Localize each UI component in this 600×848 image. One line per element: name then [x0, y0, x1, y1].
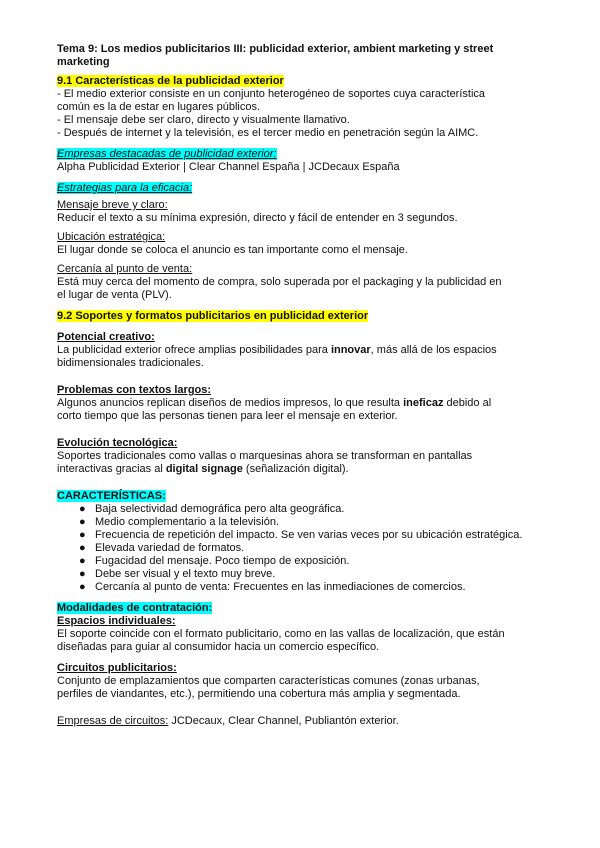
- s91-line-4: - Después de internet y la televisión, es el tercer medio en penetración según la AIMC.: [57, 127, 479, 139]
- document-title: Tema 9: Los medios publicitarios III: publicidad exterior, ambient marketing y street marketing: [57, 43, 494, 68]
- potencial-line-2: bidimensionales tradicionales.: [57, 357, 204, 369]
- list-item: ● Cercanía al punto de venta: Frecuentes en las inmediaciones de comercios.: [79, 581, 466, 593]
- evolucion-line-2: [57, 463, 542, 476]
- problemas-label: Problemas con textos largos:: [57, 384, 212, 396]
- potencial-text-b: , más allá de los espacios: [370, 344, 497, 356]
- strategy-2-label: Ubicación estratégica:: [57, 231, 166, 243]
- circuitos-line-2: perfiles de viandantes, etc.), permitiendo una cobertura más amplia y segmentada.: [57, 688, 461, 700]
- empresas-circuitos: [57, 715, 542, 728]
- companies-list: Alpha Publicidad Exterior | Clear Channel España | JCDecaux España: [57, 161, 400, 173]
- strategy-1-text: Reducir el texto a su mínima expresión, directo y fácil de entender en 3 segundos.: [57, 212, 458, 224]
- list-item: ● Medio complementario a la televisión.: [79, 516, 280, 528]
- potencial-bold: innovar: [330, 344, 371, 356]
- caracteristicas-heading: CARACTERÍSTICAS:: [57, 490, 166, 502]
- modalidades-heading: Modalidades de contratación:: [57, 602, 213, 614]
- problemas-bold: ineficaz: [403, 397, 444, 409]
- list-item: ● Elevada variedad de formatos.: [79, 542, 245, 554]
- s91-line-2: común es la de estar en lugares públicos.: [57, 101, 261, 113]
- evolucion-bold: digital signage: [165, 463, 243, 475]
- problemas-text-b: debido al: [443, 397, 492, 409]
- evolucion-text-b: interactivas gracias al: [57, 463, 166, 475]
- empresas-circuitos-label: Empresas de circuitos:: [57, 715, 169, 727]
- circuitos-label: Circuitos publicitarios:: [57, 662, 177, 674]
- s91-line-3: - El mensaje debe ser claro, directo y visualmente llamativo.: [57, 114, 350, 126]
- strategy-3-text-2: el lugar de venta (PLV).: [57, 289, 172, 301]
- evolucion-line-1: Soportes tradicionales como vallas o marquesinas ahora se transforman en pantallas: [57, 450, 473, 462]
- section-9-2-heading: 9.2 Soportes y formatos publicitarios en publicidad exterior: [57, 310, 369, 322]
- problemas-text-a: Algunos anuncios replican diseños de medios impresos, lo que resulta: [57, 397, 404, 409]
- potencial-label: Potencial creativo:: [57, 331, 155, 343]
- strategy-2-text: El lugar donde se coloca el anuncio es tan importante como el mensaje.: [57, 244, 408, 256]
- potencial-line-1: [57, 344, 542, 357]
- document-content: [57, 43, 542, 728]
- list-item: ● Frecuencia de repetición del impacto. Se ven varias veces por su ubicación estratégica.: [79, 529, 523, 541]
- s91-line-1: - El medio exterior consiste en un conjunto heterogéneo de soportes cuya característica: [57, 88, 486, 100]
- empresas-circuitos-text: JCDecaux, Clear Channel, Publiantón exterior.: [168, 715, 399, 727]
- potencial-text-a: La publicidad exterior ofrece amplias posibilidades para: [57, 344, 331, 356]
- list-item: ● Baja selectividad demográfica pero alta geográfica.: [79, 503, 345, 515]
- companies-label: Empresas destacadas de publicidad exterior:: [57, 148, 277, 160]
- list-item: ● Fugacidad del mensaje. Poco tiempo de exposición.: [79, 555, 350, 567]
- list-item: ● Debe ser visual y el texto muy breve.: [79, 568, 276, 580]
- problemas-line-2: corto tiempo que las personas tienen para leer el mensaje en exterior.: [57, 410, 398, 422]
- caracteristicas-list: [57, 503, 542, 594]
- strategy-3-text-1: Está muy cerca del momento de compra, solo superada por el packaging y la publicidad en: [57, 276, 502, 288]
- strategies-label: Estrategias para la eficacia:: [57, 182, 193, 194]
- individuales-line-1: El soporte coincide con el formato publicitario, como en las vallas de localización, que están: [57, 628, 505, 640]
- problemas-line-1: [57, 397, 542, 410]
- circuitos-line-1: Conjunto de emplazamientos que comparten características comunes (zonas urbanas,: [57, 675, 480, 687]
- section-9-1-heading: 9.1 Características de la publicidad exterior: [57, 75, 284, 87]
- evolucion-text-c: (señalización digital).: [242, 463, 349, 475]
- strategy-1-label: Mensaje breve y claro:: [57, 199, 168, 211]
- individuales-line-2: diseñadas para guiar al consumidor hacia un comercio específico.: [57, 641, 380, 653]
- strategy-3-label: Cercanía al punto de venta:: [57, 263, 193, 275]
- individuales-label: Espacios individuales:: [57, 615, 176, 627]
- evolucion-label: Evolución tecnológica:: [57, 437, 178, 449]
